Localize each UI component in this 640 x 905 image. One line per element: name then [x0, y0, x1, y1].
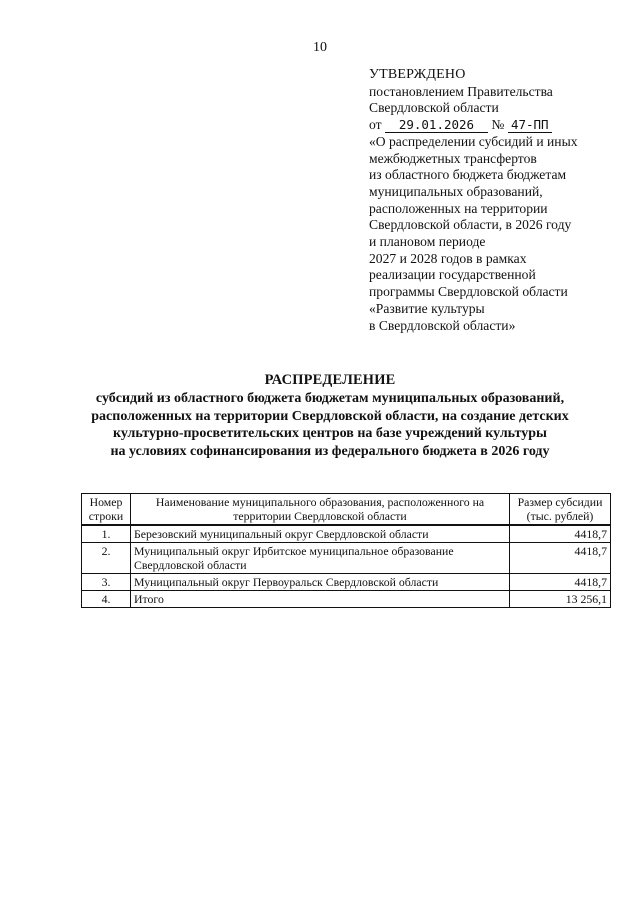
- title-line: расположенных на территории Свердловской области, на создание детских: [91, 408, 569, 424]
- approval-date-line: [369, 117, 629, 134]
- row-number: 4.: [82, 591, 131, 608]
- header-amount: Размер субсидии (тыс. рублей): [510, 494, 611, 526]
- municipality-name: Муниципальный округ Первоуральск Свердловской области: [131, 574, 510, 591]
- subsidy-amount: 4418,7: [510, 574, 611, 591]
- table-row-total: [82, 591, 611, 608]
- row-number: 2.: [82, 543, 131, 574]
- approval-line: из областного бюджета бюджетам: [369, 167, 567, 183]
- approval-line: «Развитие культуры: [369, 300, 485, 316]
- approval-line: Свердловской области, в 2026 году: [369, 217, 572, 233]
- subsidy-amount: 4418,7: [510, 525, 611, 543]
- approval-heading: УТВЕРЖДЕНО: [369, 67, 466, 82]
- approval-line: Свердловской области: [369, 100, 499, 116]
- table-row: [82, 525, 611, 543]
- header-municipality: Наименование муниципального образования, расположенного на территории Свердловской области: [131, 494, 510, 526]
- table-row: [82, 574, 611, 591]
- approval-date: 29.01.2026: [385, 118, 488, 133]
- number-sign: №: [491, 117, 505, 133]
- table-header-row: [82, 494, 611, 526]
- municipality-name: Муниципальный округ Ирбитское муниципальное образование Свердловской области: [131, 543, 510, 574]
- date-prefix: от: [369, 117, 382, 133]
- approval-line: постановлением Правительства: [369, 83, 553, 99]
- approval-line: реализации государственной: [369, 267, 536, 283]
- table-row: [82, 543, 611, 574]
- distribution-table: [81, 493, 611, 608]
- header-row-number: Номер строки: [82, 494, 131, 526]
- approval-line: и плановом периоде: [369, 234, 486, 250]
- subsidy-amount: 4418,7: [510, 543, 611, 574]
- title-line: субсидий из областного бюджета бюджетам муниципальных образований,: [95, 390, 565, 406]
- page-number: 10: [313, 40, 327, 55]
- approval-line: 2027 и 2028 годов в рамках: [369, 250, 527, 266]
- approval-line: межбюджетных трансфертов: [369, 150, 537, 166]
- approval-line: «О распределении субсидий и иных: [369, 133, 578, 149]
- approval-line: программы Свердловской области: [369, 284, 568, 300]
- total-label: Итого: [131, 591, 510, 608]
- approval-line: муниципальных образований,: [369, 183, 543, 199]
- title-main: РАСПРЕДЕЛЕНИЕ: [264, 372, 396, 388]
- total-amount: 13 256,1: [510, 591, 611, 608]
- title-line: на условиях софинансирования из федерального бюджета в 2026 году: [110, 444, 550, 460]
- municipality-name: Березовский муниципальный округ Свердловской области: [131, 525, 510, 543]
- row-number: 3.: [82, 574, 131, 591]
- approval-stamp-block: [369, 67, 629, 334]
- row-number: 1.: [82, 525, 131, 543]
- title-line: культурно-просветительских центров на базе учреждений культуры: [113, 426, 547, 442]
- approval-line: в Свердловской области»: [369, 317, 516, 333]
- approval-number: 47-ПП: [508, 118, 552, 133]
- approval-line: расположенных на территории: [369, 200, 548, 216]
- document-title: [40, 372, 620, 461]
